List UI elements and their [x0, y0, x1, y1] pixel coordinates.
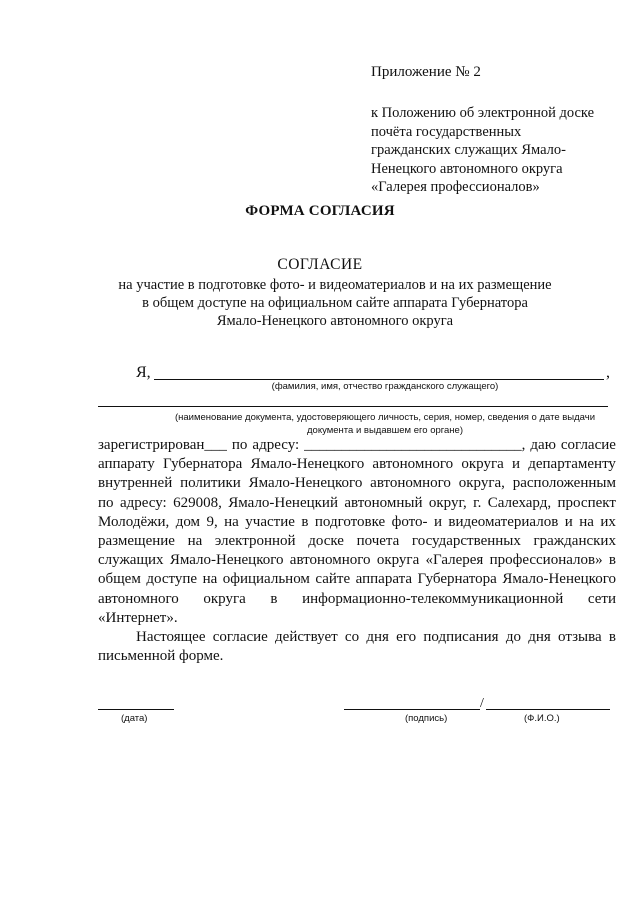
- date-fill-line[interactable]: [98, 709, 174, 710]
- identity-document-fill-line[interactable]: [98, 406, 608, 407]
- body-word: до: [505, 629, 521, 646]
- body-word: аппарата: [355, 571, 412, 588]
- body-word: государственных: [411, 533, 521, 550]
- appendix-line: Ненецкого автономного округа: [371, 160, 563, 177]
- body-word: его: [396, 629, 417, 646]
- signer-name-fill-line[interactable]: [486, 709, 610, 710]
- body-word: доске: [308, 533, 344, 550]
- body-word: по: [231, 437, 248, 453]
- body-word: Губернатора: [417, 571, 497, 588]
- body-word: дом: [175, 513, 201, 530]
- consent-heading: СОГЛАСИЕ: [277, 256, 363, 273]
- body-word: 9,: [206, 513, 218, 530]
- consent-subtitle-line: в общем доступе на официальном сайте аппарата Губернатора: [142, 295, 528, 311]
- body-word: проспект: [557, 494, 616, 511]
- body-word: общем: [98, 571, 141, 588]
- body-word: в: [608, 552, 616, 569]
- appendix-line: почёта государственных: [371, 123, 522, 140]
- body-word: на: [187, 533, 203, 550]
- body-word: со: [344, 629, 360, 646]
- identity-document-hint: [150, 412, 620, 437]
- body-word: сети: [587, 590, 616, 607]
- body-line-text: «Интернет».: [98, 609, 178, 626]
- body-word: в: [270, 590, 278, 607]
- body-word: гражданских: [533, 533, 616, 550]
- body-word: внутренней: [98, 475, 173, 492]
- body-word: Ямало-Ненецкого: [248, 475, 363, 492]
- signature-label: (подпись): [405, 713, 448, 724]
- date-label: (дата): [121, 713, 148, 724]
- body-word: сайте: [315, 571, 351, 588]
- consent-subtitle: [40, 276, 630, 330]
- body-word: автономный: [344, 494, 423, 511]
- body-word: Губернатора: [163, 456, 243, 473]
- applicant-suffix: ,: [606, 364, 610, 381]
- body-word: подписания: [423, 629, 499, 646]
- body-word: их: [600, 513, 616, 530]
- body-word: отзыва: [558, 629, 602, 646]
- body-word: дня: [528, 629, 551, 646]
- identity-document-hint-line: (наименование документа, удостоверяющего личность, серия, номер, сведения о дате выдачи: [174, 412, 596, 423]
- body-word: Настоящее: [136, 629, 206, 646]
- body-word: на: [579, 513, 594, 530]
- validity-line-text: письменной форме.: [98, 648, 224, 665]
- body-line: [98, 532, 616, 551]
- body-line: [98, 609, 616, 628]
- body-line: [98, 455, 616, 474]
- body-line: [98, 551, 616, 570]
- applicant-prefix: Я,: [136, 364, 151, 381]
- body-word: округа: [203, 590, 246, 607]
- body-word: зарегистрирован___: [98, 437, 227, 453]
- body-word: Ямало-Ненецкий: [228, 494, 338, 511]
- body-word: участие: [245, 513, 295, 530]
- body-word: почета: [356, 533, 400, 550]
- body-word: видеоматериалов: [448, 513, 559, 530]
- body-word: и: [564, 513, 573, 530]
- body-word: подготовке: [314, 513, 386, 530]
- body-word: автономного: [98, 590, 179, 607]
- body-word: на: [224, 513, 239, 530]
- body-line: [98, 570, 616, 589]
- body-word: округа: [461, 456, 504, 473]
- body-word: Ямало-Ненецкого: [250, 456, 365, 473]
- body-word: округ,: [428, 494, 467, 511]
- validity-line: [98, 647, 616, 666]
- appendix-line: «Галерея профессионалов»: [371, 179, 540, 195]
- body-word: размещение: [98, 533, 175, 550]
- appendix-line: к Положению об электронной доске: [371, 105, 595, 121]
- body-word: адресу:: [252, 437, 300, 453]
- body-word: служащих: [98, 552, 164, 569]
- body-line: [98, 590, 616, 609]
- body-line: [98, 494, 616, 513]
- appendix-reference: [371, 104, 594, 197]
- body-word: дня: [366, 629, 389, 646]
- body-word: профессионалов»: [489, 552, 603, 569]
- body-word: по: [98, 494, 114, 511]
- consent-subtitle-line: на участие в подготовке фото- и видеоматериалов и на их размещение: [118, 277, 552, 293]
- body-word: 629008,: [173, 494, 222, 511]
- body-word: г.: [473, 494, 482, 511]
- body-word: Салехард,: [487, 494, 552, 511]
- body-word: Молодёжи,: [98, 513, 170, 530]
- appendix-line: гражданских служащих Ямало-: [371, 142, 566, 158]
- body-word: и: [433, 513, 442, 530]
- body-word: округа,: [458, 475, 505, 492]
- body-word: аппарату: [98, 456, 155, 473]
- body-word: действует: [275, 629, 338, 646]
- body-word: даю: [530, 437, 556, 453]
- body-word: округа: [376, 552, 420, 569]
- body-word: согласие: [212, 629, 268, 646]
- body-word: политики: [180, 475, 241, 492]
- form-title: ФОРМА СОГЛАСИЯ: [245, 203, 395, 219]
- body-word: автономного: [370, 475, 451, 492]
- body-word: «Галерея: [425, 552, 484, 569]
- body-word: официальном: [222, 571, 310, 588]
- signature-separator: /: [480, 696, 484, 711]
- body-line: [98, 474, 616, 493]
- body-word: фото-: [391, 513, 428, 530]
- consent-subtitle-line: Ямало-Ненецкого автономного округа: [216, 313, 454, 329]
- body-word: Ямало-Ненецкого: [502, 571, 616, 588]
- body-word: автономного: [372, 456, 454, 473]
- signer-name-label: (Ф.И.О.): [524, 713, 560, 724]
- appendix-title: Приложение № 2: [371, 64, 481, 80]
- body-word: _____________________________,: [304, 437, 526, 453]
- body-word: автономного: [289, 552, 371, 569]
- identity-document-hint-line: документа и выдавшем его органе): [307, 424, 463, 436]
- body-word: доступе: [146, 571, 198, 588]
- body-word: расположенным: [512, 475, 616, 492]
- body-line: [98, 513, 616, 532]
- fio-fill-line[interactable]: [154, 379, 604, 380]
- body-word: в: [608, 629, 616, 646]
- body-word: и: [511, 456, 521, 473]
- body-word: адресу:: [119, 494, 167, 511]
- body-word: электронной: [214, 533, 296, 550]
- body-word: информационно-телекоммуникационной: [302, 590, 564, 607]
- body-word: на: [202, 571, 218, 588]
- fio-hint: (фамилия, имя, отчество гражданского служащего): [271, 381, 499, 392]
- validity-line: [98, 628, 616, 647]
- body-word: в: [301, 513, 309, 530]
- consent-body: [98, 436, 616, 666]
- body-word: согласие: [560, 437, 616, 453]
- body-line: [98, 436, 616, 455]
- signature-fill-line[interactable]: [344, 709, 480, 710]
- body-word: Ямало-Ненецкого: [169, 552, 284, 569]
- body-word: департаменту: [528, 456, 616, 473]
